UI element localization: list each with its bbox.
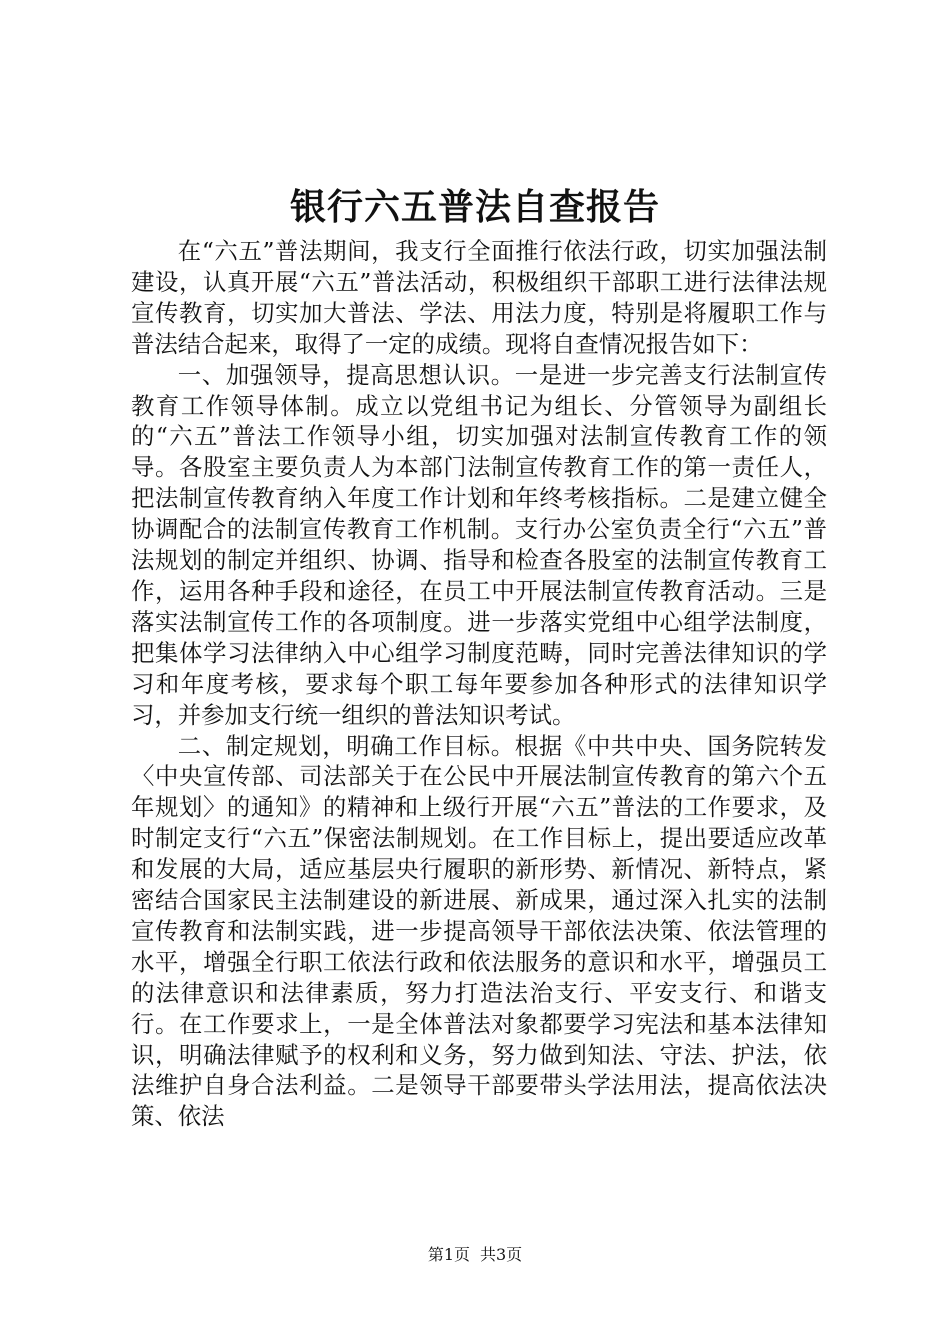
- page-number: 第1页: [427, 1245, 470, 1264]
- document-body: [131, 236, 827, 1132]
- paragraph-section-1: 一、加强领导，提高思想认识。一是进一步完善支行法制宣传教育工作领导体制。成立以党组书记为组长、分管领导为副组长的“六五”普法工作领导小组，切实加强对法制宣传教育工作的领导。各股室主要负责人为本部门法制宣传教育工作的第一责任人，把法制宣传教育纳入年度工作计划和年终考核指标。二是建立健全协调配合的法制宣传教育工作机制。支行办公室负责全行“六五”普法规划的制定并组织、协调、指导和检查各股室的法制宣传教育工作，运用各种手段和途径，在员工中开展法制宣传教育活动。三是落实法制宣传工作的各项制度。进一步落实党组中心组学法制度，把集体学习法律纳入中心组学习制度范畴，同时完善法律知识的学习和年度考核，要求每个职工每年要参加各种形式的法律知识学习，并参加支行统一组织的普法知识考试。: [131, 360, 827, 729]
- document-title: 银行六五普法自查报告: [289, 186, 660, 228]
- paragraph-section-2: 二、制定规划，明确工作目标。根据《中共中央、国务院转发〈中央宣传部、司法部关于在公民中开展法制宣传教育的第六个五年规划〉的通知》的精神和上级行开展“六五”普法的工作要求，及时制定支行“六五”保密法制规划。在工作目标上，提出要适应改革和发展的大局，适应基层央行履职的新形势、新情况、新特点，紧密结合国家民主法制建设的新进展、新成果，通过深入扎实的法制宣传教育和法制实践，进一步提高领导干部依法决策、依法管理的水平，增强全行职工依法行政和依法服务的意识和水平，增强员工的法律意识和法律素质，努力打造法治支行、平安支行、和谐支行。在工作要求上，一是全体普法对象都要学习宪法和基本法律知识，明确法律赋予的权利和义务，努力做到知法、守法、护法，依法维护自身合法利益。二是领导干部要带头学法用法，提高依法决策、依法: [131, 731, 827, 1131]
- page-footer: [0, 1245, 950, 1265]
- page-total: 共3页: [480, 1245, 523, 1264]
- paragraph-intro: 在“六五”普法期间，我支行全面推行依法行政，切实加强法制建设，认真开展“六五”普法活动，积极组织干部职工进行法律法规宣传教育，切实加大普法、学法、用法力度，特别是将履职工作与普法结合起来，取得了一定的成绩。现将自查情况报告如下：: [131, 237, 827, 358]
